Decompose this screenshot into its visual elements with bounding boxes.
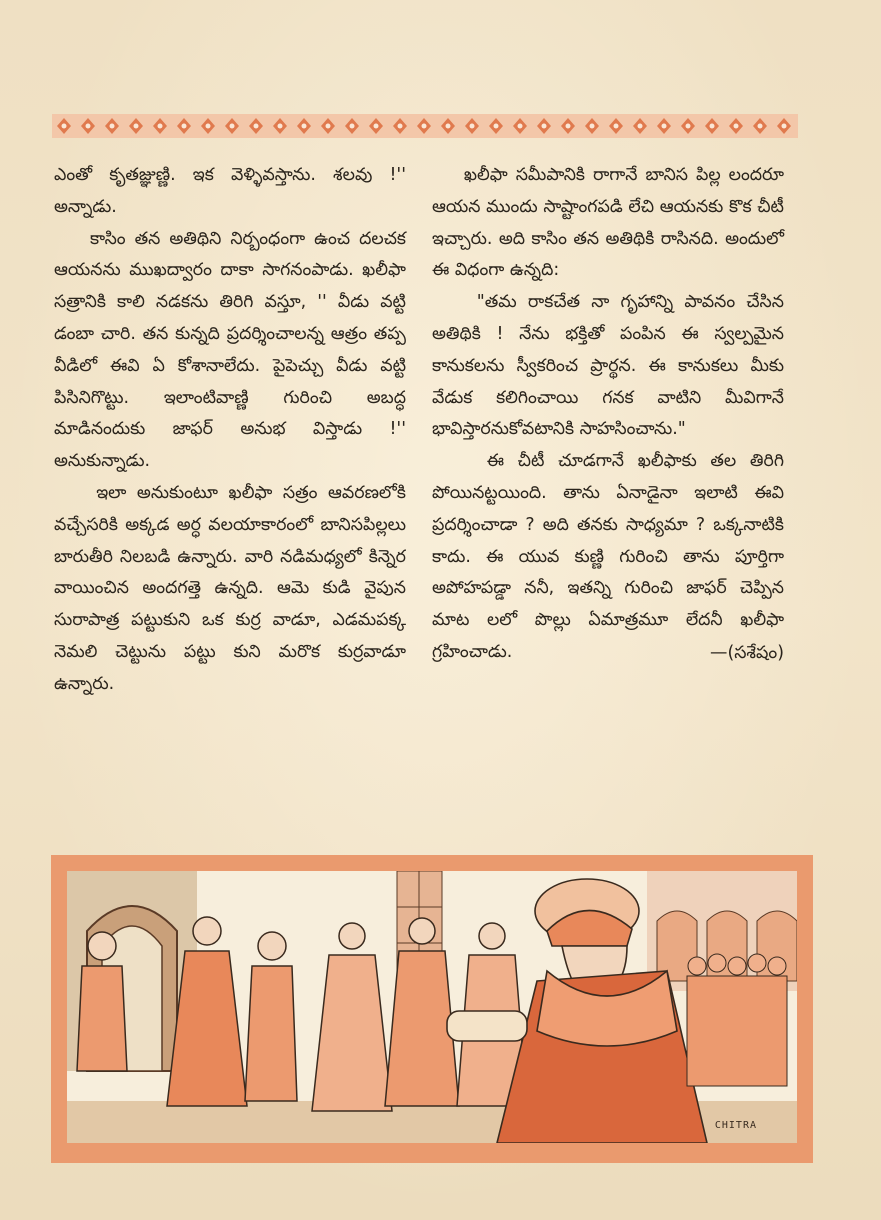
artist-signature: CHITRA xyxy=(714,1120,757,1131)
ornament-dot xyxy=(206,124,211,129)
ornament-dot xyxy=(782,124,787,129)
paragraph: ఈ చీటీ చూడగానే ఖలీఫాకు తల తిరిగి పోయినట్టయింది. తాను ఏనాడైనా ఇలాటి ఈవి ప్రదర్శించాడా ? అది తనకు సాధ్యమా ? ఒక్కనాటికి కాదు. ఈ యువ కుణ్ణి గురించి తాను పూర్తిగా అపోహపడ్డా ననీ, ఇతన్ని గురించి జాఫర్ చెప్పిన మాట లలో పొల్లు ఏమాత్రమూ లేదనీ ఖలీఫా గ్రహించాడు. xyxy=(432,451,790,662)
ornament-dot xyxy=(422,124,427,129)
ornament-dot xyxy=(326,124,331,129)
ornament-dot xyxy=(182,124,187,129)
story-illustration xyxy=(67,871,797,1143)
ornament-dot xyxy=(350,124,355,129)
ornament-dot xyxy=(614,124,619,129)
ornament-dot xyxy=(638,124,643,129)
paragraph: ఎంతో కృతజ్ఞుణ్ణి. ఇక వెళ్ళివస్తాను. శలవు !'' అన్నాడు. xyxy=(54,165,412,217)
ornament-dot xyxy=(446,124,451,129)
left-text-column xyxy=(54,160,412,701)
illustration xyxy=(67,871,797,1143)
ornament-dot xyxy=(758,124,763,129)
ornament-dot xyxy=(398,124,403,129)
ornament-dot xyxy=(470,124,475,129)
ornament-border xyxy=(52,112,798,140)
ornament-dot xyxy=(518,124,523,129)
ornament-dot xyxy=(566,124,571,129)
paragraph: "తమ రాకచేత నా గృహాన్ని పావనం చేసిన అతిథికి ! నేను భక్తితో పంపిన ఈ స్వల్పమైన కానుకలను స్వీకరించ ప్రార్థన. ఈ కానుకలు మీకు వేడుక కలిగించాయి గనక వాటిని మీవిగానే భావిస్తారనుకోవటానికి సాహసించాను." xyxy=(432,292,790,440)
ornament-dot xyxy=(62,124,67,129)
ornament-dot xyxy=(278,124,283,129)
ornament-dot xyxy=(542,124,547,129)
ornament-dot xyxy=(110,124,115,129)
continued-marker: —(సశేషం) xyxy=(710,642,784,663)
ornament-dot xyxy=(710,124,715,129)
paragraph: ఇలా అనుకుంటూ ఖలీఫా సత్రం ఆవరణలోకి వచ్చేసరికి అక్కడ అర్ధ వలయాకారంలో బానిసపిల్లలు బారుతీరి నిలబడి ఉన్నారు. వారి నడిమధ్యలో కిన్నెర వాయించిన అందగత్తె ఉన్నది. ఆమె కుడి వైపున సురాపాత్ర పట్టుకుని ఒక కుర్ర వాడూ, ఎడమపక్క నెమలి చెట్టును పట్టు కుని మరొక కుర్రవాడూ ఉన్నారు. xyxy=(54,482,412,694)
ornament-dot xyxy=(494,124,499,129)
paragraph: కాసిం తన అతిథిని నిర్బంధంగా ఉంచ దలచక ఆయనను ముఖద్వారం దాకా సాగనంపాడు. ఖలీఫా సత్రానికి కాలి నడకను తిరిగి వస్తూ, '' వీడు వట్టి డంబా చారి. తన కున్నది ప్రదర్శించాలన్న ఆత్రం తప్ప వీడిలో ఈవి ఏ కోశానాలేదు. పైపెచ్చు వీడు వట్టి పిసినిగొట్టు. ఇలాంటివాణ్ణి గురించి అబద్ధ మాడినందుకు జాఫర్ అనుభ విస్తాడు !'' అనుకున్నాడు. xyxy=(54,228,412,472)
ornament-dot xyxy=(134,124,139,129)
ornament-dot xyxy=(302,124,307,129)
ornament-dot xyxy=(590,124,595,129)
ornament-dot xyxy=(254,124,259,129)
ornament-dot xyxy=(158,124,163,129)
closing-line xyxy=(432,446,790,669)
ornament-dot xyxy=(374,124,379,129)
illustration-frame xyxy=(51,855,813,1163)
ornament-dot xyxy=(734,124,739,129)
paragraph: ఖలీఫా సమీపానికి రాగానే బానిస పిల్ల లందరూ ఆయన ముందు సాష్టాంగపడి లేచి ఆయనకు కొక చీటీ ఇచ్చారు. అది కాసిం తన అతిథికి రాసినది. అందులో ఈ విధంగా ఉన్నది: xyxy=(432,165,790,281)
ornament-dot xyxy=(662,124,667,129)
ornament-dot xyxy=(686,124,691,129)
ornament-dot xyxy=(230,124,235,129)
ornament-dot xyxy=(86,124,91,129)
right-text-column xyxy=(432,160,790,670)
